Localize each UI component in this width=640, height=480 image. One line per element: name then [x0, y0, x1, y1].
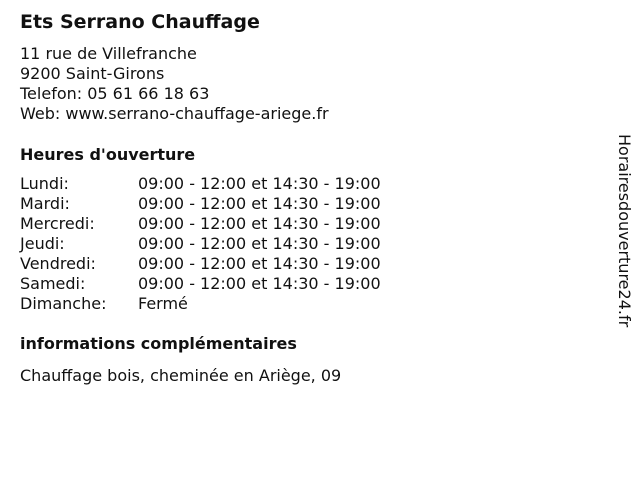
day-label: Lundi: [20, 174, 69, 193]
additional-info-heading: informations complémentaires [20, 334, 297, 353]
time-value: 09:00 - 12:00 et 14:30 - 19:00 [138, 174, 381, 193]
day-label: Dimanche: [20, 294, 107, 313]
day-label: Mercredi: [20, 214, 95, 233]
address-block [20, 44, 329, 124]
website-link[interactable]: Web: www.serrano-chauffage-ariege.fr [20, 104, 329, 123]
day-label: Mardi: [20, 194, 70, 213]
site-watermark: Horairesdouverture24.fr [615, 134, 634, 328]
day-label: Samedi: [20, 274, 86, 293]
time-value: 09:00 - 12:00 et 14:30 - 19:00 [138, 214, 381, 233]
additional-info-text: Chauffage bois, cheminée en Ariège, 09 [20, 366, 342, 385]
day-label: Vendredi: [20, 254, 96, 273]
street-address: 11 rue de Villefranche [20, 44, 197, 63]
business-name: Ets Serrano Chauffage [20, 11, 260, 33]
time-value: Fermé [138, 294, 188, 313]
time-value: 09:00 - 12:00 et 14:30 - 19:00 [138, 234, 381, 253]
phone-number: Telefon: 05 61 66 18 63 [20, 84, 210, 103]
time-value: 09:00 - 12:00 et 14:30 - 19:00 [138, 274, 381, 293]
time-value: 09:00 - 12:00 et 14:30 - 19:00 [138, 194, 381, 213]
time-value: 09:00 - 12:00 et 14:30 - 19:00 [138, 254, 381, 273]
city-postal-code: 9200 Saint-Girons [20, 64, 165, 83]
opening-hours-heading: Heures d'ouverture [20, 145, 196, 164]
day-label: Jeudi: [20, 234, 65, 253]
